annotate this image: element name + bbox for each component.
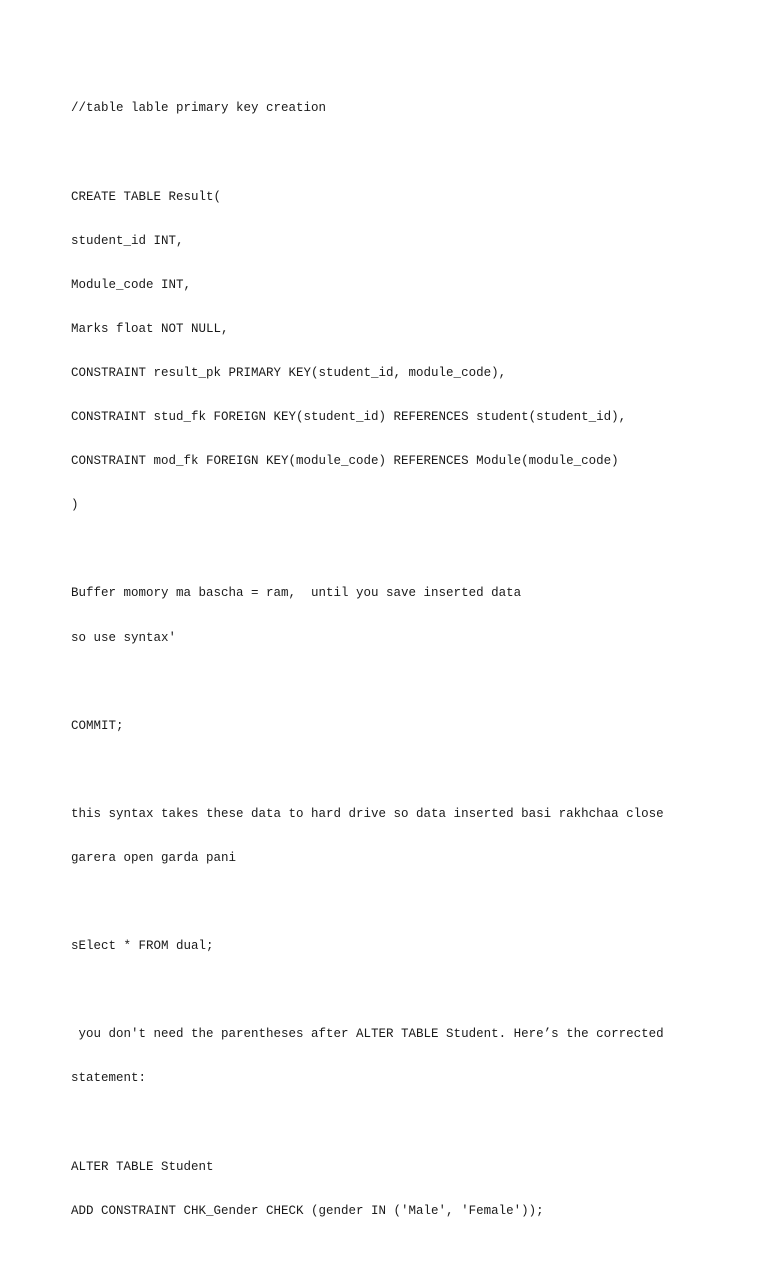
text-line: sElect * FROM dual;: [71, 939, 214, 954]
create-table-block: [71, 160, 711, 542]
text-line: you don't need the parentheses after ALTER TABLE Student. Here’s the corrected: [71, 1027, 664, 1042]
select-dual-block: [71, 910, 711, 984]
comment-block: [71, 72, 711, 146]
text-line: //table lable primary key creation: [71, 101, 327, 116]
text-line: CONSTRAINT result_pk PRIMARY KEY(student_id, module_code),: [71, 365, 507, 380]
text-line: Module_code INT,: [71, 277, 192, 292]
buffer-note-block: [71, 557, 711, 675]
text-line: this syntax takes these data to hard drive so data inserted basi rakhchaa close: [71, 806, 664, 821]
text-line: garera open garda pani: [71, 851, 237, 865]
alter-note-block: [71, 998, 711, 1116]
text-line: so use syntax': [71, 630, 177, 645]
alter-table-block: [71, 1130, 711, 1248]
text-line: statement:: [71, 1071, 147, 1086]
text-line: CONSTRAINT stud_fk FOREIGN KEY(student_id) REFERENCES student(student_id),: [71, 410, 627, 425]
text-line: Buffer momory ma bascha = ram, until you save inserted data: [71, 586, 522, 601]
text-line: ADD CONSTRAINT CHK_Gender CHECK (gender IN ('Male', 'Female'));: [71, 1203, 544, 1218]
document-body: [71, 72, 711, 1263]
commit-block: [71, 689, 711, 763]
commit-note-block: [71, 778, 711, 896]
text-line: ALTER TABLE Student: [71, 1159, 214, 1174]
text-line: ): [71, 498, 79, 513]
text-line: COMMIT;: [71, 718, 124, 733]
text-line: CREATE TABLE Result(: [71, 189, 222, 204]
text-line: CONSTRAINT mod_fk FOREIGN KEY(module_code) REFERENCES Module(module_code): [71, 454, 619, 469]
text-line: student_id INT,: [71, 233, 184, 248]
text-line: Marks float NOT NULL,: [71, 321, 229, 336]
